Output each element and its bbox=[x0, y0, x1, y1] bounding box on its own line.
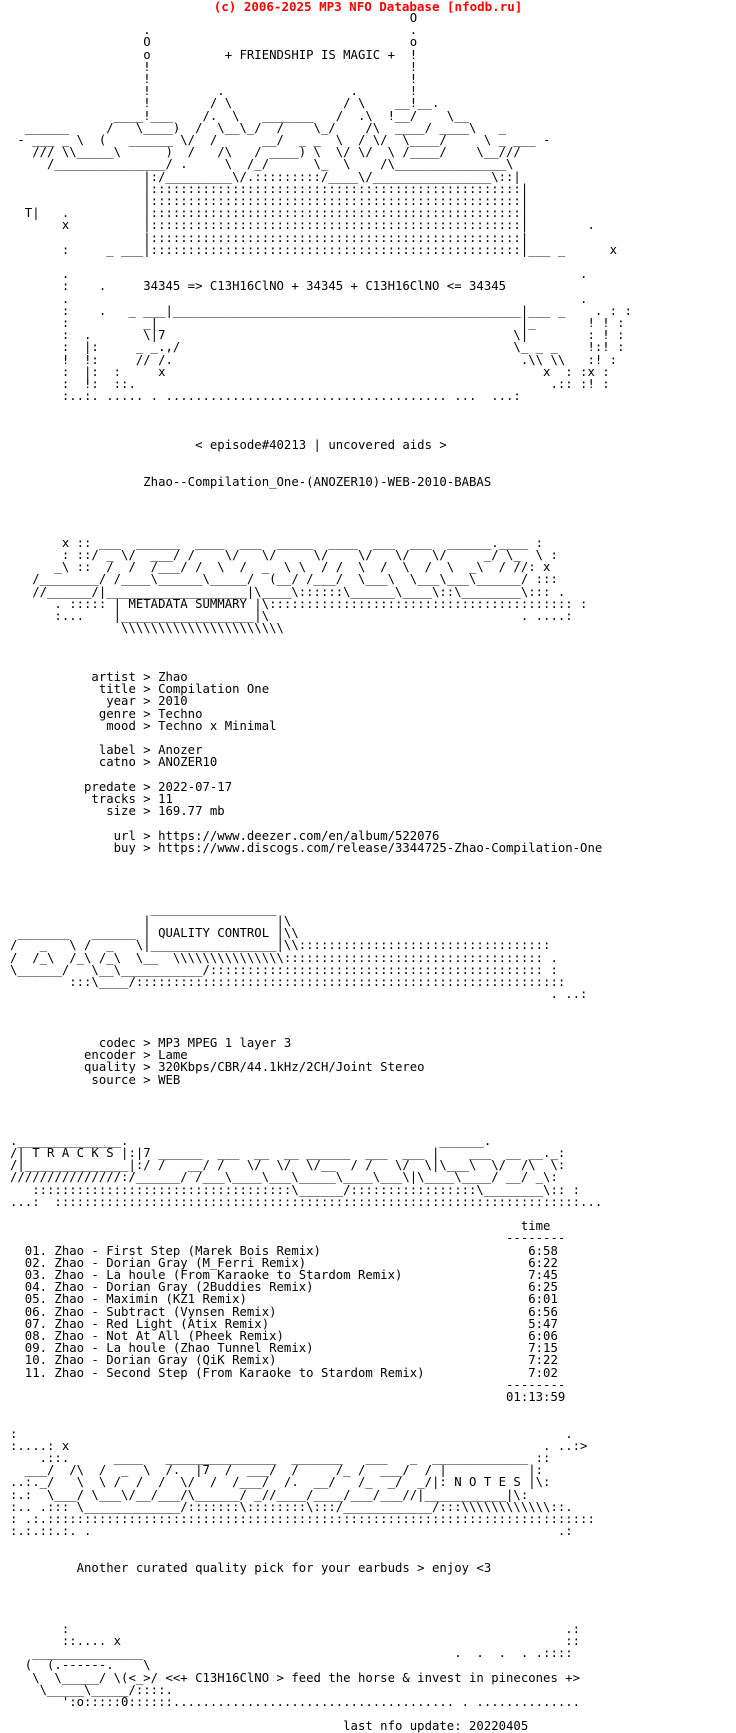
site-header-title: (c) 2006-2025 MP3 NFO Database [nfodb.ru] bbox=[213, 0, 523, 14]
nfo-text: O . . O o o + FRIENDSHIP IS MAGIC + ! ! ! ! ! ! . . ! ! / \ / \ __!__. ____!___ /. \ _______ / .\ !__/ \__ ______ / \____) / \__\_/ / \_/ /\ ____/ ____\ _ - ___ _ \ ( ______ \/ / __/ _ _ \ / \/ \____/ \ _ ___ - /// \\_____\ ) / /\ / ____) \ \/ \/ \ /____/ \__/// /_______________/ . \ /_/ \_ \ /\_______________\ |:/_________\/.:::::::::/____\/________________\::| |::::::::::::::::::::::::::::::::::::::::::::::::::| |::::::::::::::::::::::::::::::::::::::::::::::::::| T| . |::::::::::::::::::::::::::::::::::::::::::::::::::| x |::::::::::::::::::::::::::::::::::::::::::::::::::| . |::::::::::::::::::::::::::::::::::::::::::::::::::| : _ ___|::::::::::::::::::::::::::::::::::::::::::::::::::|___ _ x . . : . 34345 => C13H16ClNO + 34345 + C13H16ClNO <= 34345 . . : . _ ___|_______________________________________________|___ _ . : : : _| |_ ! ! : : . \|7 \| : ! : : |: _ _.,/ \_ _ _ !:! : ! !: // /. .\\ \\ :! : : |: : x x : :x : : !: ::. .:: :! : :..:. ..... . ...................................... ... ...: < episode#40213 | uncovered aids > Zhao--Compilation_One-(ANOZER10)-WEB-2010-BABAS x :: ___ ______ ____ ___ _____ ____ ___ ___ ______.____ : : ::/ _ \/ ___/ / \/ \/ \/ \/ \/ \/ _/ \_ \ : _\ :: / / /___/ / \ / _ \ \ / / \ / \ / \ _\ / //: x /________/ /____\______\_____/ (__/ /___/ \___\ \___\___\______/ ::: //______/|___________________|\____\::::::\______\____\::\________\::: . . ::::: | METADATA SUMMARY |\::::::::::::::::::::::::::::::::::::::::: : :... |__________________|\ . ....: \\\\\\\\\\\\\\\\\\\\\\ artist > Zhao title > Compilation One year > 2010 genre > Techno mood > Techno x Minimal label > Anozer catno > ANOZER10 predate > 2022-07-17 tracks > 11 size > 169.77 mb url > https://www.deezer.com/en/album/522076 buy > https://www.discogs.com/release/3344725-Zhao-Compilation-One _________________ | |\ _______ ______ | QUALITY CONTROL |\\ / _ \ / _ \|_________________|\\:::::::::::::::::::::::::::::::::: / /_\ /_\ /_\ \__ \\\\\\\\\\\\\\\::::::::::::::::::::::::::::::::::: . \______/ \__\___________/::::::::::::::::::::::::::::::::::::::::::::: : :::\____/:::::::::::::::::::::::::::::::::::::::::::::::::::::::::: . ..: codec > MP3 MPEG 1 layer 3 encoder > Lame quality > 320Kbps/CBR/44.1kHz/2CH/Joint Stereo source > WEB .______________. ______. /| T R A C K S |:|7 ______ ___ __ __ ______ ___ ___ | ___ __ __._: /|______________|:/ / __/ / \/ \/ \/__ / / \/ \|\___\ \/ /\ \: ///////////////:/______/ /___\____\___\_____\____\___\|\____\____/ __/ _\: :::::::::::::::::::::::::::::::::::\______/:::::::::::::::::\________\:: : ...: :::::::::::::::::::::::::::::::::::::::::::::::::::::::::::::::::::::::... time -------- 01. Zhao - First Step (Marek Bois Remix) 6:58 02. Zhao - Dorian Gray (M_Ferri Remix) 6:22 03. Zhao - La houle (From Karaoke to Stardom Remix) 7:45 04. Zhao - Dorian Gray (2Buddies Remix) 6:25 05. Zhao - Maximin (KZ1 Remix) 6:01 06. Zhao - Subtract (Vynsen Remix) 6:56 07. Zhao - Red Light (Atix Remix) 5:47 08. Zhao - Not At All (Pheek Remix) 6:06 09. Zhao - La houle (Zhao Tunnel Remix) 7:15 10. Zhao - Dorian Gray (QiK Remix) 7:22 11. Zhao - Second Step (From Karaoke to Stardom Remix) 7:02 -------- 01:13:59 : . :....: x . ..:> .::. ____ _______________ _______ ___ _ _____________ :: ___/ /\ / _ \ /. |7 / ___/ / /_ / ___/ / | |: ..:._/ \ \ / / / \/ / /___/ /. __/ /_ _/ _/|: N O T E S |\: :.: \___/ \___\/__/___/\______/ _//____/____/___/___//|___________|\: :.. .::: \_____________/:::::::\::::::::\:::/____________/:::\\\\\\\\\\\\::. : .:.:::::::::::::::::::::::::::::::::::::::::::::::::::::::::::::::::::::::::: :.:.::.:. . .: Another curated quality pick for your earbuds > enjoy <3 : .: ::.... x :: _______________ . . . . .:::: ( (.------. \ \ \_____/ \(<_>/ <<+ C13H16ClNO > feed the horse & invest in pinecones +> \_____\_____/::::. ':o:::::0::::::...................................... . .............. last nfo update: 20220405 bbox=[10, 11, 632, 1733]
